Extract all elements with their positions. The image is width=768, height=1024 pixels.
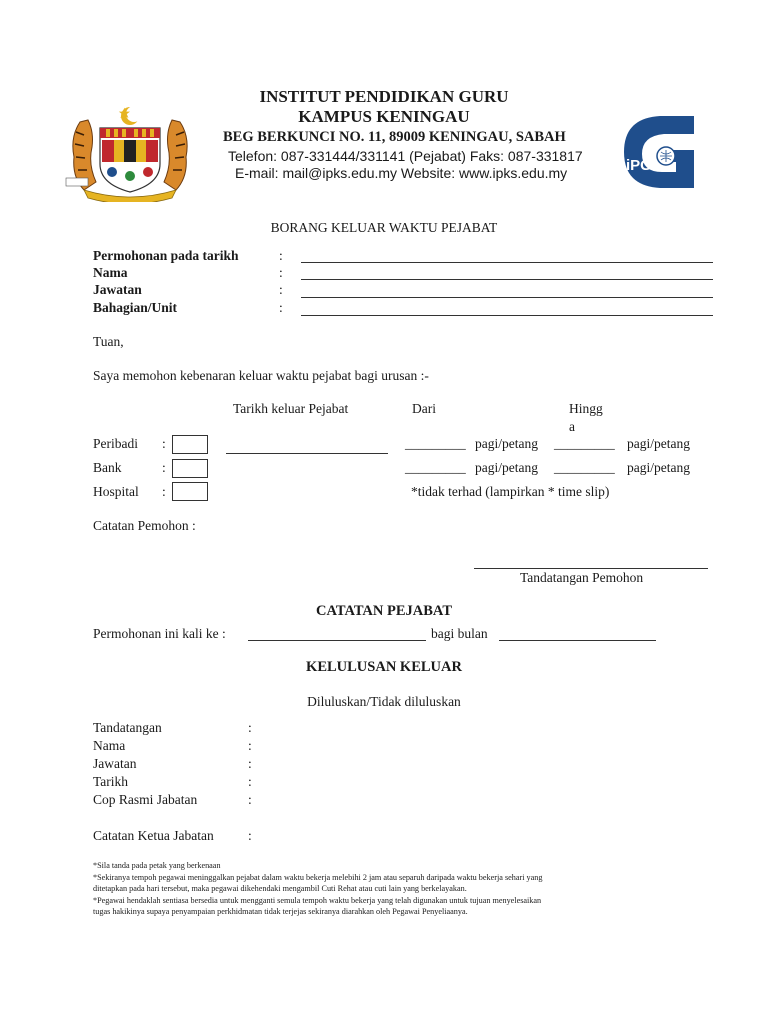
field-label-unit: Bahagian/Unit <box>93 300 178 315</box>
field-colon: : <box>279 265 283 280</box>
approval-field-position: Jawatan <box>93 756 137 771</box>
footnote: ditetapkan pada hari tersebut, maka pegawai dikehendaki mengambil Cuti Rehat atau cuti lain yang berkelayakan. <box>93 884 467 893</box>
field-label-name: Nama <box>93 265 128 280</box>
head-note-label: Catatan Ketua Jabatan <box>93 828 214 843</box>
salutation: Tuan, <box>93 334 124 349</box>
reason-checkbox-bank[interactable] <box>172 459 208 478</box>
ipg-logo-text: iPG <box>626 157 652 174</box>
reason-label-bank: Bank <box>93 460 122 475</box>
approval-colon: : <box>248 828 252 843</box>
column-from: Dari <box>412 401 436 416</box>
footnote: *Sekiranya tempoh pegawai meninggalkan pejabat dalam waktu bekerja melebihi 2 jam atau separuh daripada waktu bekerja sehari yang <box>93 872 543 882</box>
field-line-position[interactable] <box>301 297 713 298</box>
footnotes <box>93 860 693 918</box>
field-line-date[interactable] <box>301 262 713 263</box>
applicant-signature-line[interactable] <box>474 568 708 569</box>
field-colon: : <box>279 282 283 297</box>
from-period-bank: pagi/petang <box>475 460 538 475</box>
reason-colon: : <box>162 484 166 499</box>
approval-section-title: KELULUSAN KELUAR <box>306 659 462 675</box>
until-blank-bank[interactable]: _________ <box>554 460 615 475</box>
approval-colon: : <box>248 756 252 771</box>
request-count-line[interactable] <box>248 640 426 641</box>
month-line[interactable] <box>499 640 656 641</box>
address-line: BEG BERKUNCI NO. 11, 89009 KENINGAU, SABAH <box>223 129 566 145</box>
contact-line: E-mail: mail@ipks.edu.my Website: www.ipks.edu.my <box>235 165 568 181</box>
field-label-date: Permohonan pada tarikh <box>93 248 239 263</box>
approval-field-signature: Tandatangan <box>93 720 162 735</box>
from-blank-bank[interactable]: _________ <box>405 460 466 475</box>
field-label-position: Jawatan <box>93 282 142 297</box>
reason-colon: : <box>162 460 166 475</box>
approval-field-stamp: Cop Rasmi Jabatan <box>93 792 198 807</box>
office-section-title: CATATAN PEJABAT <box>315 603 452 619</box>
request-count-label: Permohonan ini kali ke : <box>93 626 226 641</box>
reason-colon: : <box>162 436 166 451</box>
until-period-bank: pagi/petang <box>627 460 690 475</box>
approval-colon: : <box>248 792 252 807</box>
field-line-unit[interactable] <box>301 315 713 316</box>
from-period-personal: pagi/petang <box>475 436 538 451</box>
request-text: Saya memohon kebenaran keluar waktu pejabat bagi urusan :- <box>93 368 429 383</box>
column-until: Hingg <box>569 401 603 416</box>
from-blank-personal[interactable]: _________ <box>405 436 466 451</box>
approval-colon: : <box>248 774 252 789</box>
institution-name: INSTITUT PENDIDIKAN GURU <box>259 87 509 106</box>
date-line-personal[interactable] <box>226 453 388 454</box>
approval-field-date: Tarikh <box>93 774 129 789</box>
phone-line: Telefon: 087-331444/331141 (Pejabat) Faks: 087-331817 <box>228 148 583 164</box>
field-colon: : <box>279 300 283 315</box>
approval-status: Diluluskan/Tidak diluluskan <box>307 694 461 709</box>
footnote: *Sila tanda pada petak yang berkenaan <box>93 861 221 870</box>
approval-colon: : <box>248 720 252 735</box>
field-colon: : <box>279 248 283 263</box>
applicant-note-label: Catatan Pemohon : <box>93 518 196 533</box>
approval-field-name: Nama <box>93 738 126 753</box>
footnote: tugas hakikinya supaya penyampaian perkhidmatan tidak terjejas sekiranya diarahkan oleh Pegawai Penyeliaanya. <box>93 907 468 916</box>
column-until-wrap: a <box>569 419 575 434</box>
until-blank-personal[interactable]: _________ <box>554 436 615 451</box>
applicant-signature-label: Tandatangan Pemohon <box>520 570 644 585</box>
hospital-note: *tidak terhad (lampirkan * time slip) <box>411 484 610 499</box>
until-period-personal: pagi/petang <box>627 436 690 451</box>
column-date: Tarikh keluar Pejabat <box>233 401 349 416</box>
form-title: BORANG KELUAR WAKTU PEJABAT <box>270 220 498 235</box>
reason-label-hospital: Hospital <box>93 484 139 499</box>
campus-name: KAMPUS KENINGAU <box>298 107 470 126</box>
reason-label-personal: Peribadi <box>93 436 138 451</box>
month-label: bagi bulan <box>431 626 488 641</box>
footnote: *Pegawai hendaklah sentiasa bersedia untuk mengganti semula tempoh waktu bekerja yang telah digunakan untuk tujuan menyelesaikan <box>93 895 542 905</box>
field-line-name[interactable] <box>301 279 713 280</box>
reason-checkbox-hospital[interactable] <box>172 482 208 501</box>
reason-checkbox-personal[interactable] <box>172 435 208 454</box>
approval-colon: : <box>248 738 252 753</box>
